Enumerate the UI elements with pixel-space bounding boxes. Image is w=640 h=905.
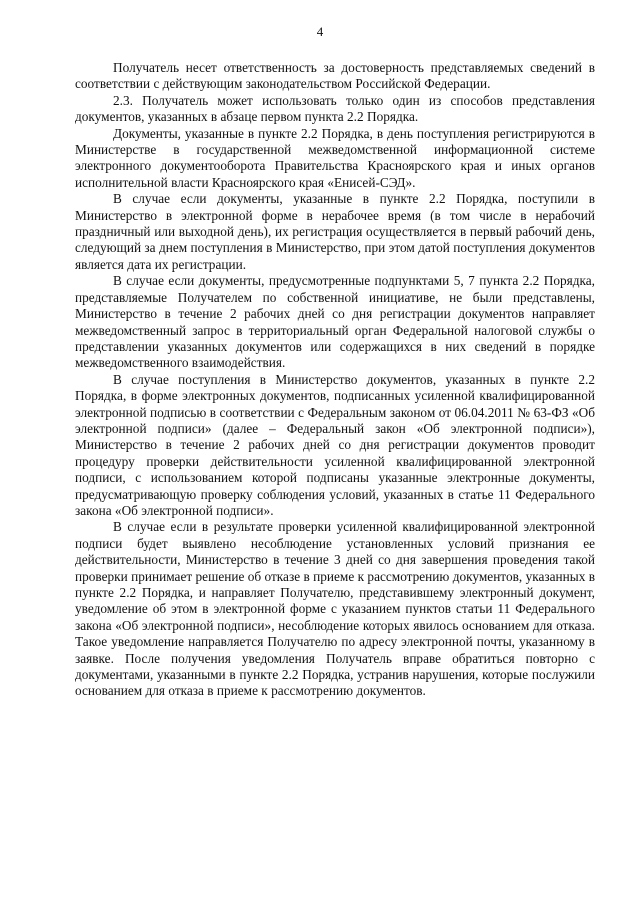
paragraph-7: В случае если в результате проверки усиленной квалифицированной электронной подписи будет выявлено несоблюдение установленных условий признания ее действительности, Министерство в течение 3 дней со дня завершения проведения такой проверки принимает решение об отказе в приеме к рассмотрению документов, указанных в пункте 2.2 Порядка, и направляет Получателю, представившему электронный документ, уведомление об этом в электронной форме с указанием пунктов статьи 11 Федерального закона «Об электронной подписи», несоблюдение которых явилось основанием для отказа. Такое уведомление направляется Получателю по адресу электронной почты, указанному в заявке. После получения уведомления Получатель вправе обратиться повторно с документами, указанными в пункте 2.2 Порядка, устранив нарушения, которые послужили основанием для отказа в приеме к рассмотрению документов. — [75, 519, 595, 699]
paragraph-1: Получатель несет ответственность за достоверность представляемых сведений в соответствии с действующим законодательством Российской Федерации. — [75, 60, 595, 92]
paragraph-3: Документы, указанные в пункте 2.2 Порядка, в день поступления регистрируются в Министерстве в государственной межведомственной информационной системе электронного документооборота Правительства Красноярского края и иных органов исполнительной власти Красноярского края «Енисей-СЭД». — [75, 125, 595, 190]
paragraph-4: В случае если документы, указанные в пункте 2.2 Порядка, поступили в Министерство в электронной форме в нерабочее время (в том числе в нерабочий праздничный или выходной день), их регистрация осуществляется в первый рабочий день, следующий за днем поступления в Министерство, при этом датой поступления документов является дата их регистрации. — [75, 191, 595, 272]
paragraph-2: 2.3. Получатель может использовать только один из способов представления документов, указанных в абзаце первом пункта 2.2 Порядка. — [75, 92, 595, 125]
paragraph-5: В случае если документы, предусмотренные подпунктами 5, 7 пункта 2.2 Порядка, представляемые Получателем по собственной инициативе, не были представлены, Министерство в течение 2 рабочих дней со дня регистрации документов направляет межведомственный запрос в территориальный орган Федеральной налоговой службы о представлении указанных документов или содержащихся в них сведений в порядке межведомственного взаимодействия. — [75, 273, 595, 371]
document-body — [75, 60, 595, 700]
paragraph-6: В случае поступления в Министерство документов, указанных в пункте 2.2 Порядка, в форме электронных документов, подписанных усиленной квалифицированной электронной подписью в соответствии с Федеральным законом от 06.04.2011 № 63-ФЗ «Об электронной подписи» (далее – Федеральный закон «Об электронной подписи»), Министерство в течение 2 рабочих дней со дня регистрации документов проводит процедуру проверки действительности усиленной квалифицированной электронной подписи, с использованием которой подписаны указанные электронные документы, предусматривающую проверку соблюдения условий, указанных в статье 11 Федерального закона «Об электронной подписи». — [75, 371, 595, 518]
page-number: 4 — [316, 24, 324, 39]
